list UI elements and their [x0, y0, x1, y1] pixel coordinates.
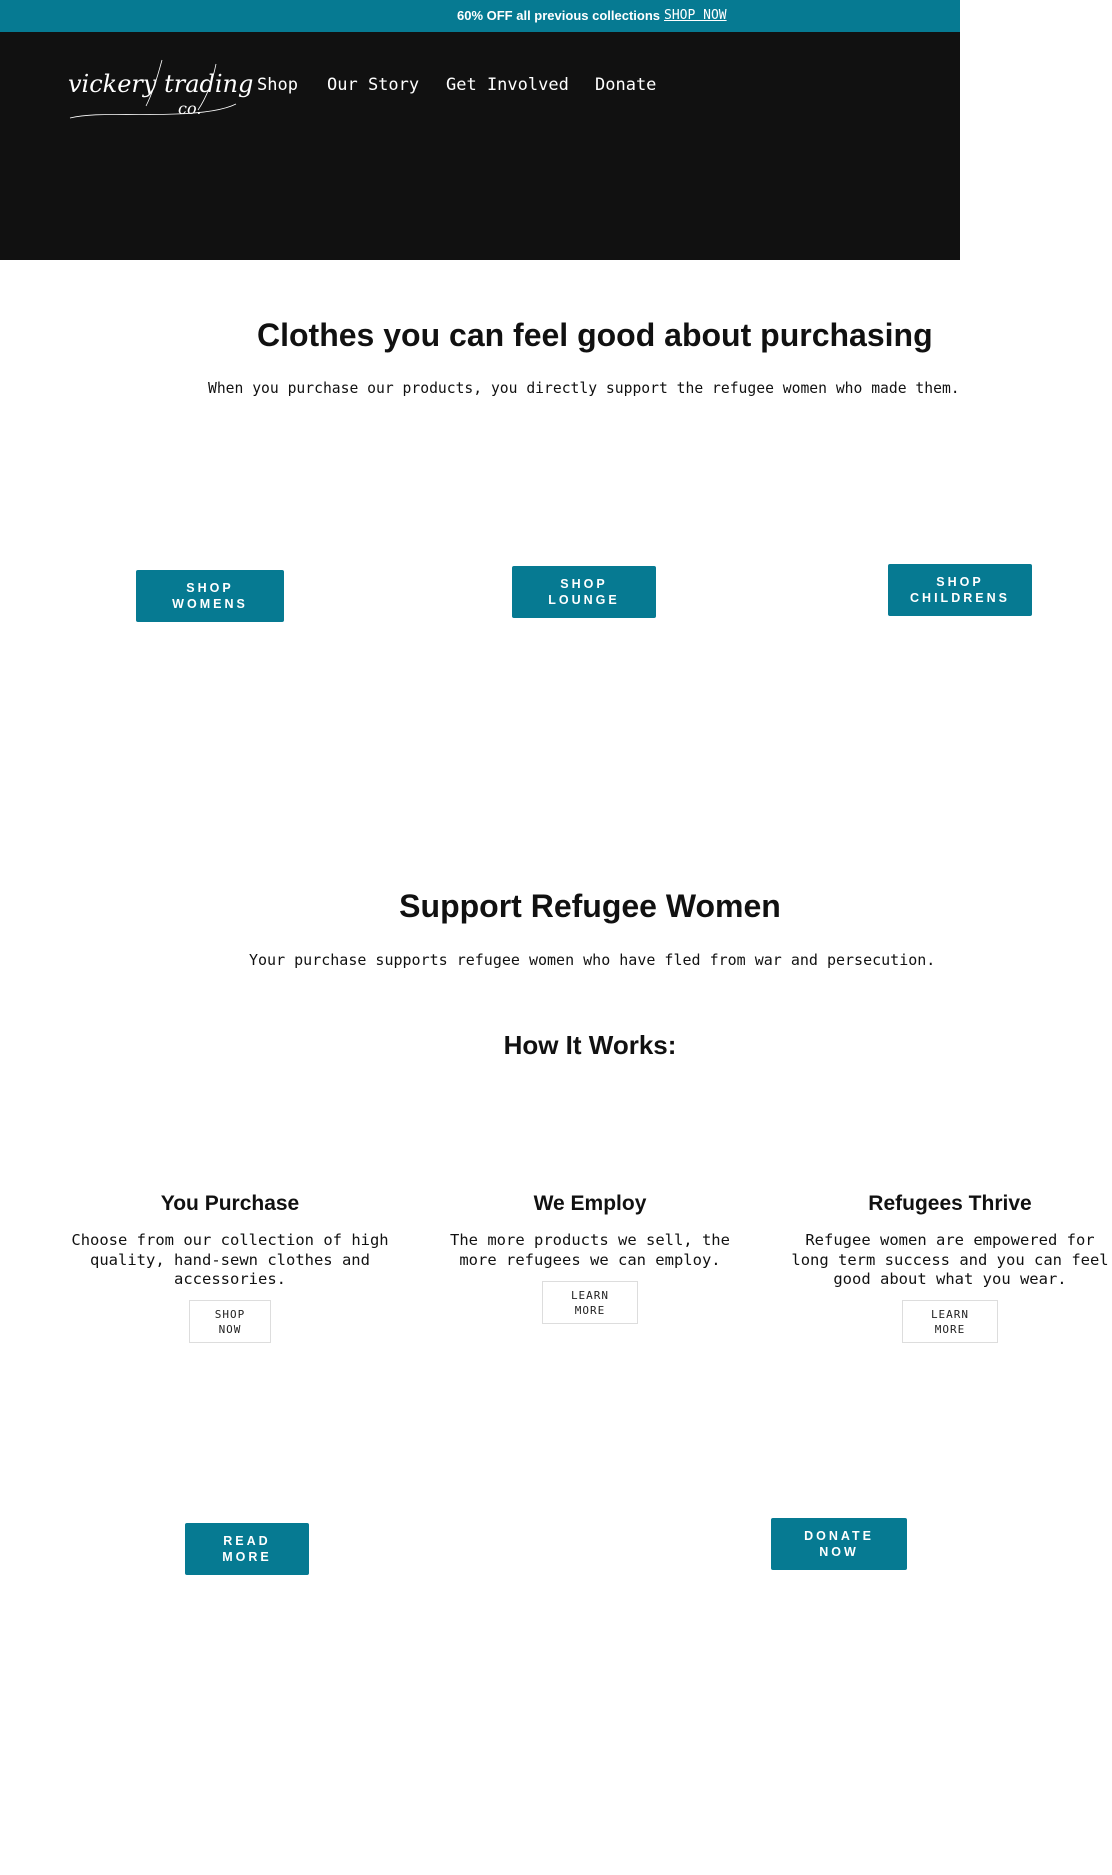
step-refugees-text: Refugee women are empowered for long term success and you can feel good about what you wear. — [791, 1231, 1109, 1288]
nav-donate[interactable]: Donate — [595, 75, 657, 95]
shop-womens-button[interactable]: SHOP WOMENS — [136, 570, 284, 622]
step-refugees-title: Refugees Thrive — [868, 1192, 1032, 1215]
how-it-works-title: How It Works: — [503, 1030, 677, 1060]
donate-now-button[interactable]: DONATE NOW — [771, 1518, 907, 1570]
shop-childrens-button[interactable]: SHOP CHILDRENS — [888, 564, 1032, 616]
nav-get-involved[interactable]: Get Involved — [446, 75, 569, 95]
read-more-button[interactable]: READ MORE — [185, 1523, 309, 1575]
step-employ-text: The more products we sell, the more refugees we can employ. — [450, 1231, 730, 1269]
announcement-text: 60% OFF all previous collections — [457, 8, 661, 23]
step-purchase-text: Choose from our collection of high quality, hand-sewn clothes and accessories. — [71, 1231, 389, 1288]
step-refugees-learn-more-button[interactable]: LEARN MORE — [902, 1300, 998, 1343]
mission-title: Support Refugee Women — [399, 888, 781, 924]
step-purchase-title: You Purchase — [160, 1192, 300, 1215]
shop-lounge-button[interactable]: SHOP LOUNGE — [512, 566, 656, 618]
svg-text:vickery trading: vickery trading — [68, 70, 254, 98]
step-employ-title: We Employ — [533, 1192, 647, 1215]
mission-subtitle: Your purchase supports refugee women who have fled from war and persecution. — [249, 951, 936, 969]
logo[interactable] — [66, 54, 254, 120]
collections-subtitle: When you purchase our products, you directly support the refugee women who made them. — [208, 380, 960, 397]
collections-title: Clothes you can feel good about purchasing — [257, 317, 933, 353]
announcement-shop-now-link[interactable]: SHOP NOW — [664, 8, 727, 23]
nav-our-story[interactable]: Our Story — [327, 75, 420, 95]
logo-wordmark — [66, 54, 254, 120]
nav-shop[interactable]: Shop — [257, 75, 298, 95]
step-employ-learn-more-button[interactable]: LEARN MORE — [542, 1281, 638, 1324]
svg-text:co.: co. — [178, 99, 202, 118]
step-shop-now-button[interactable]: SHOP NOW — [189, 1300, 271, 1343]
